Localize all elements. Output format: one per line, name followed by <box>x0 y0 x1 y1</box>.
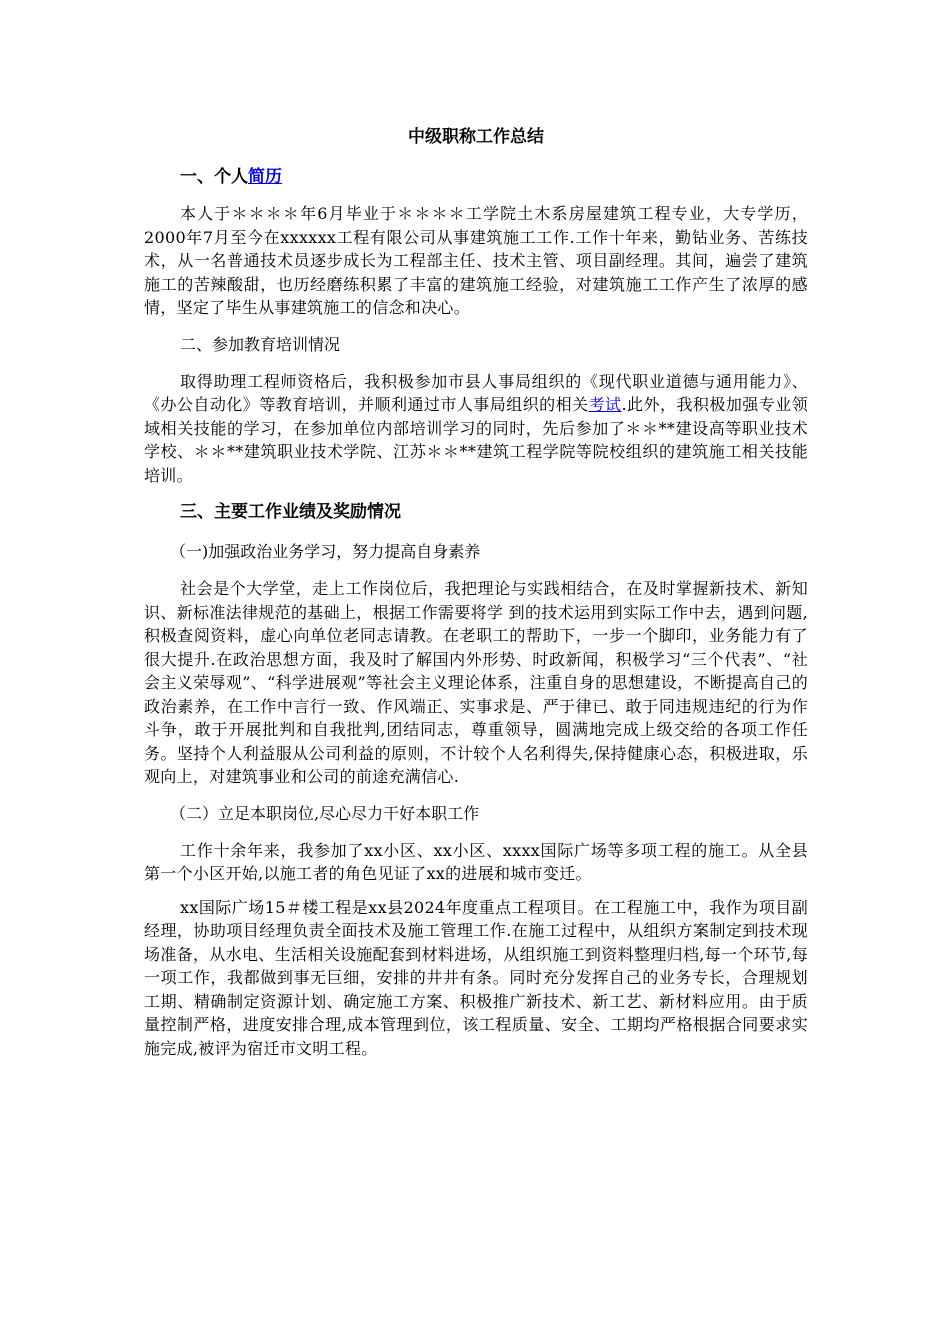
section-heading-achievements: 三、主要工作业绩及奖励情况 <box>180 502 401 522</box>
subsection-heading-job: （二）立足本职岗位,尽心尽力干好本职工作 <box>170 803 480 823</box>
section-heading-resume-prefix: 一、个人 <box>180 167 248 187</box>
paragraph-job-2: xx国际广场15＃楼工程是xx县2024年度重点工程项目。在工程施工中，我作为项目副经理，协助项目经理负责全面技术及施工管理工作.在施工过程中，从组织方案制定到技术现场准备，从水电、生活相关设施配套到材料进场，从组织施工到资料整理归档,每一个环节,每一项工作，我都做到事无巨细，安排的井井有条。同时充分发挥自己的业务专长，合理规划工期、精确制定资源计划、确定施工方案、积极推广新技术、新工艺、新材料应用。由于质量控制严格，进度安排合理,成本管理到位，该工程质量、安全、工期均严格根据合同要求实施完成,被评为宿迁市文明工程。 <box>144 897 808 1058</box>
subsection-heading-study: （一)加强政治业务学习，努力提高自身素养 <box>170 542 481 561</box>
section-heading-resume <box>144 162 808 192</box>
paragraph-training-part1: 取得助理工程师资格后，我积极参加市县人事局组织的《现代职业道德与通用能力》、《办公自动化》等教育培训，并顺利通过市人事局组织的相关 <box>144 371 808 414</box>
document-title: 中级职称工作总结 <box>408 127 544 147</box>
paragraph-job-1: 工作十余年来，我参加了xx小区、xx小区、xxxx国际广场等多项工程的施工。从全县第一个小区开始,以施工者的角色见证了xx的进展和城市变迁。 <box>144 840 808 883</box>
paragraph-resume: 本人于＊＊＊＊年6月毕业于＊＊＊＊工学院土木系房屋建筑工程专业，大专学历，2000年7月至今在xxxxxx工程有限公司从事建筑施工工作.工作十年来，勤钻业务、苦练技术，从一名普通技术员逐步成长为工程部主任、技术主管、项目副经理。其间，遍尝了建筑施工的苦辣酸甜，也历经磨练积累了丰富的建筑施工经验，对建筑施工工作产生了浓厚的感情，坚定了毕生从事建筑施工的信念和决心。 <box>144 204 808 317</box>
document-page <box>144 122 808 1070</box>
paragraph-training <box>144 370 808 488</box>
paragraph-training-part2: .此外，我积极加强专业领域相关技能的学习，在参加单位内部培训学习的同时，先后参加了＊＊**建设高等职业技术学校、＊＊**建筑职业技术学院、江苏＊＊**建筑工程学院等院校组织的建筑施工相关技能培训。 <box>144 395 808 485</box>
exam-link[interactable]: 考试 <box>588 395 622 414</box>
paragraph-study: 社会是个大学堂，走上工作岗位后，我把理论与实践相结合，在及时掌握新技术、新知识、新标准法律规范的基础上，根据工作需要将学 到的技术运用到实际工作中去，遇到问题,积极查阅资料，虚心向单位老同志请教。在老职工的帮助下，一步一个脚印，业务能力有了很大提升.在政治思想方面，我及时了解国内外形势、时政新闻，积极学习“三个代表”、“社会主义荣辱观”、“科学进展观”等社会主义理论体系，注重自身的思想建设，不断提高自己的政治素养，在工作中言行一致、作风端正、实事求是、严于律已、敢于同违规违纪的行为作斗争，敢于开展批判和自我批判,团结同志，尊重领导，圆满地完成上级交给的各项工作任务。坚持个人利益服从公司利益的原则，不计较个人名利得失,保持健康心态，积极进取，乐观向上，对建筑事业和公司的前途充满信心. <box>144 579 808 786</box>
section-heading-training: 二、参加教育培训情况 <box>180 334 341 354</box>
resume-link[interactable]: 简历 <box>248 167 282 187</box>
